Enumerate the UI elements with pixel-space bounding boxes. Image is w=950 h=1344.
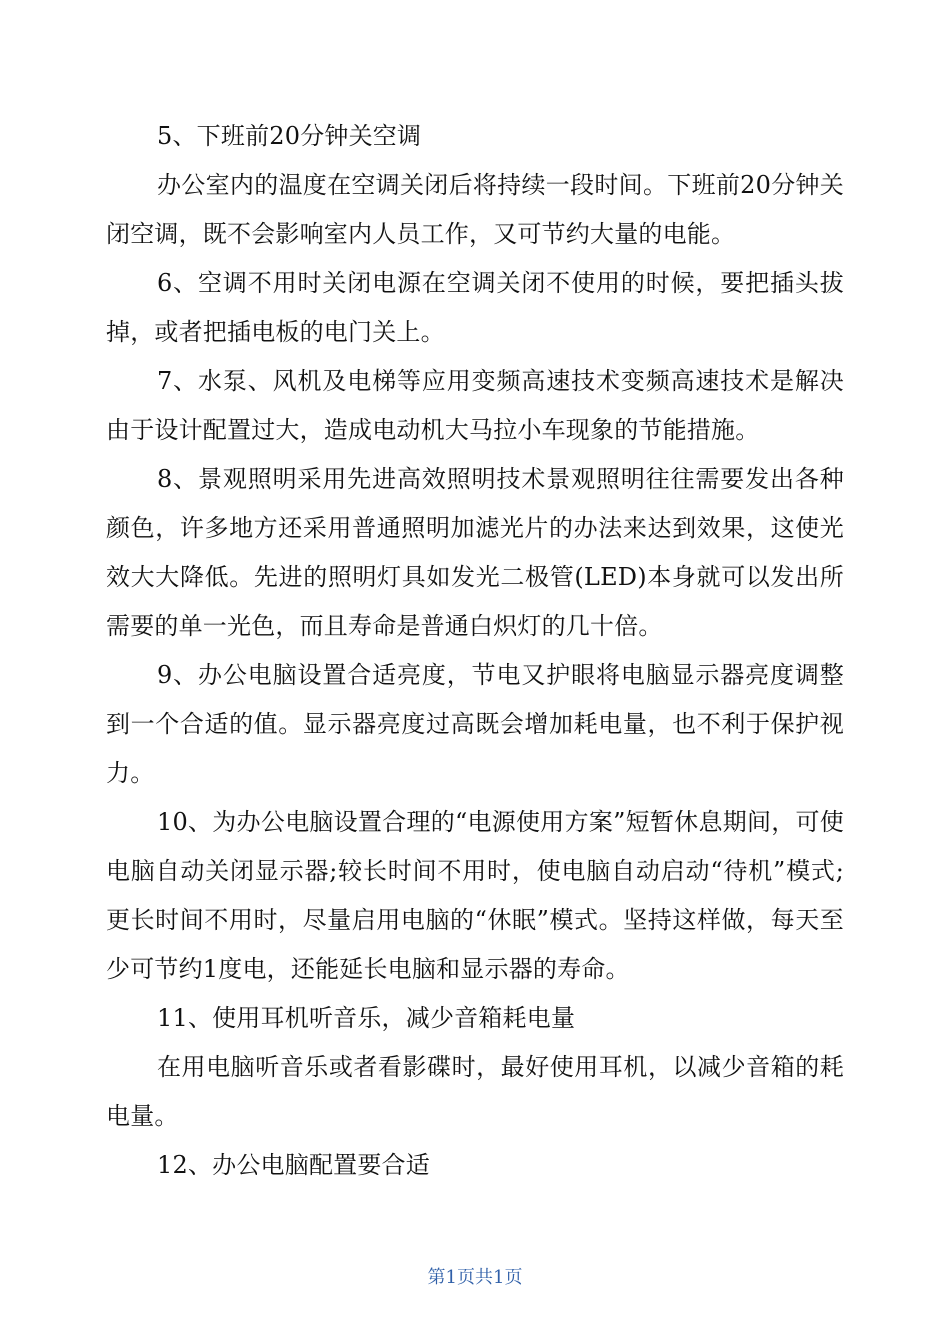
paragraph-body-5: 办公室内的温度在空调关闭后将持续一段时间。下班前20分钟关闭空调，既不会影响室内人员工作，又可节约大量的电能。: [106, 171, 844, 248]
paragraph-heading-12: 12、办公电脑配置要合适: [157, 1151, 430, 1179]
paragraph-item-7: 7、水泵、风机及电梯等应用变频高速技术变频高速技术是解决由于设计配置过大，造成电动机大马拉小车现象的节能措施。: [106, 367, 844, 444]
paragraph-item-8: 8、景观照明采用先进高效照明技术景观照明往往需要发出各种颜色，许多地方还采用普通照明加滤光片的办法来达到效果，这使光效大大降低。先进的照明灯具如发光二极管(LED)本身就可以发出所需要的单一光色，而且寿命是普通白炽灯的几十倍。: [106, 465, 844, 640]
paragraph-body-11: 在用电脑听音乐或者看影碟时，最好使用耳机，以减少音箱的耗电量。: [106, 1053, 844, 1130]
paragraph-item-10: 10、为办公电脑设置合理的“电源使用方案”短暂休息期间，可使电脑自动关闭显示器;较长时间不用时，使电脑自动启动“待机”模式;更长时间不用时，尽量启用电脑的“休眠”模式。坚持这样做，每天至少可节约1度电，还能延长电脑和显示器的寿命。: [106, 808, 844, 983]
page-number-footer: 第1页共1页: [427, 1267, 523, 1288]
document-body: [106, 112, 844, 1190]
paragraph-heading-11: 11、使用耳机听音乐，减少音箱耗电量: [157, 1004, 576, 1032]
paragraph-item-6: 6、空调不用时关闭电源在空调关闭不使用的时候，要把插头拔掉，或者把插电板的电门关上。: [106, 269, 844, 346]
paragraph-heading-5: 5、下班前20分钟关空调: [157, 122, 422, 150]
paragraph-item-9: 9、办公电脑设置合适亮度，节电又护眼将电脑显示器亮度调整到一个合适的值。显示器亮度过高既会增加耗电量，也不利于保护视力。: [106, 661, 844, 787]
